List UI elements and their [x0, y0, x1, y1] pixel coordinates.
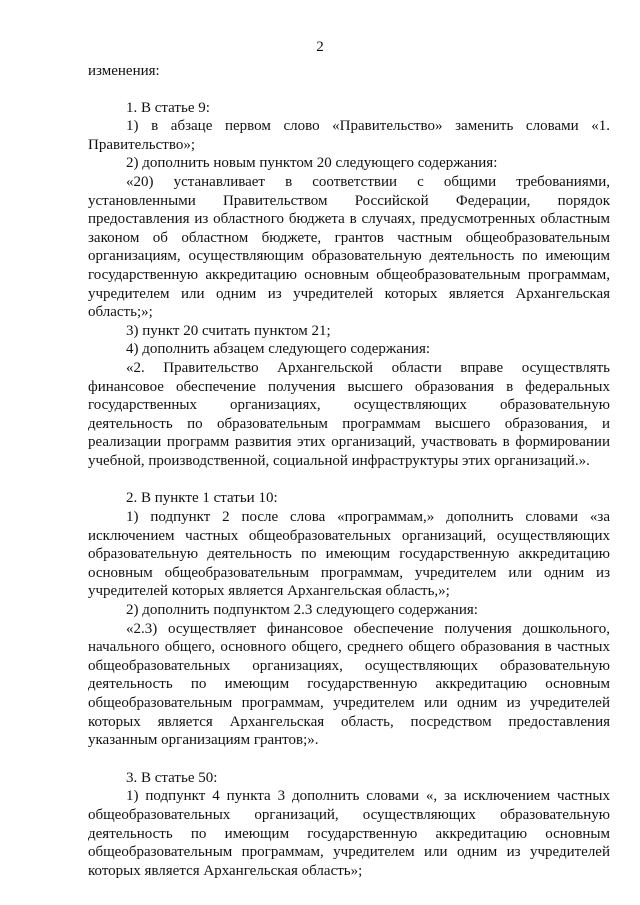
- paragraph-spacer: [88, 470, 610, 489]
- paragraph: «20) устанавливает в соответствии с общими требованиями, установленными Правительством Российской Федерации, порядок предоставления из областного бюджета в случаях, предусмотренных областным законом об областном бюджете, грантов частным общеобразовательным организациям, осуществляющим образовательную деятельность по имеющим государственную аккредитацию основным общеобразовательным программам, учредителем или одним из учредителей которых является Архангельская область;»;: [88, 173, 610, 321]
- paragraph: изменения:: [88, 63, 160, 79]
- paragraph-spacer: [88, 81, 610, 99]
- section-heading: 3. В статье 50:: [126, 769, 218, 786]
- paragraph: 2) дополнить новым пунктом 20 следующего содержания:: [126, 155, 498, 172]
- paragraph: «2. Правительство Архангельской области вправе осуществлять финансовое обеспечение получения высшего образования в федеральных государственных организациях, осуществляющих образовательную деятельность по образовательным программам высшего образования, и реализации программ развития этих организаций, участвовать в формировании учебной, производственной, социальной инфраструктуры этих организаций.».: [88, 359, 610, 469]
- paragraph: 1) подпункт 4 пункта 3 дополнить словами «, за исключением частных общеобразовательных организаций, осуществляющих образовательную деятельность по имеющим государственную аккредитацию основным общеобразовательным программам, учредителем или одним из учредителей которых является Архангельская область»;: [88, 788, 610, 879]
- document-body: [88, 62, 610, 880]
- section-heading: 1. В статье 9:: [126, 99, 210, 116]
- paragraph-spacer: [88, 750, 610, 769]
- paragraph: 3) пункт 20 считать пунктом 21;: [126, 322, 331, 339]
- paragraph: 1) подпункт 2 после слова «программам,» дополнить словами «за исключением частных общеобразовательных организаций, осуществляющих образовательную деятельность по имеющим государственную аккредитацию основным общеобразовательным программам, учредителем или одним из учредителей которых является Архангельская область,»;: [88, 509, 610, 600]
- paragraph: «2.3) осуществляет финансовое обеспечение получения дошкольного, начального общего, основного общего, среднего общего образования в частных общеобразовательных организациях, осуществляющих образовательную деятельность по имеющим государственную аккредитацию основным общеобразовательным программам, учредителем или одним из учредителей которых является Архангельская область, посредством предоставления указанным организациям грантов;».: [88, 620, 610, 749]
- paragraph: 1) в абзаце первом слово «Правительство» заменить словами «1. Правительство»;: [88, 118, 610, 153]
- page-number: 2: [316, 39, 324, 55]
- section-heading: 2. В пункте 1 статьи 10:: [126, 490, 278, 507]
- paragraph: 2) дополнить подпунктом 2.3 следующего содержания:: [126, 602, 478, 619]
- paragraph: 4) дополнить абзацем следующего содержания:: [126, 341, 431, 358]
